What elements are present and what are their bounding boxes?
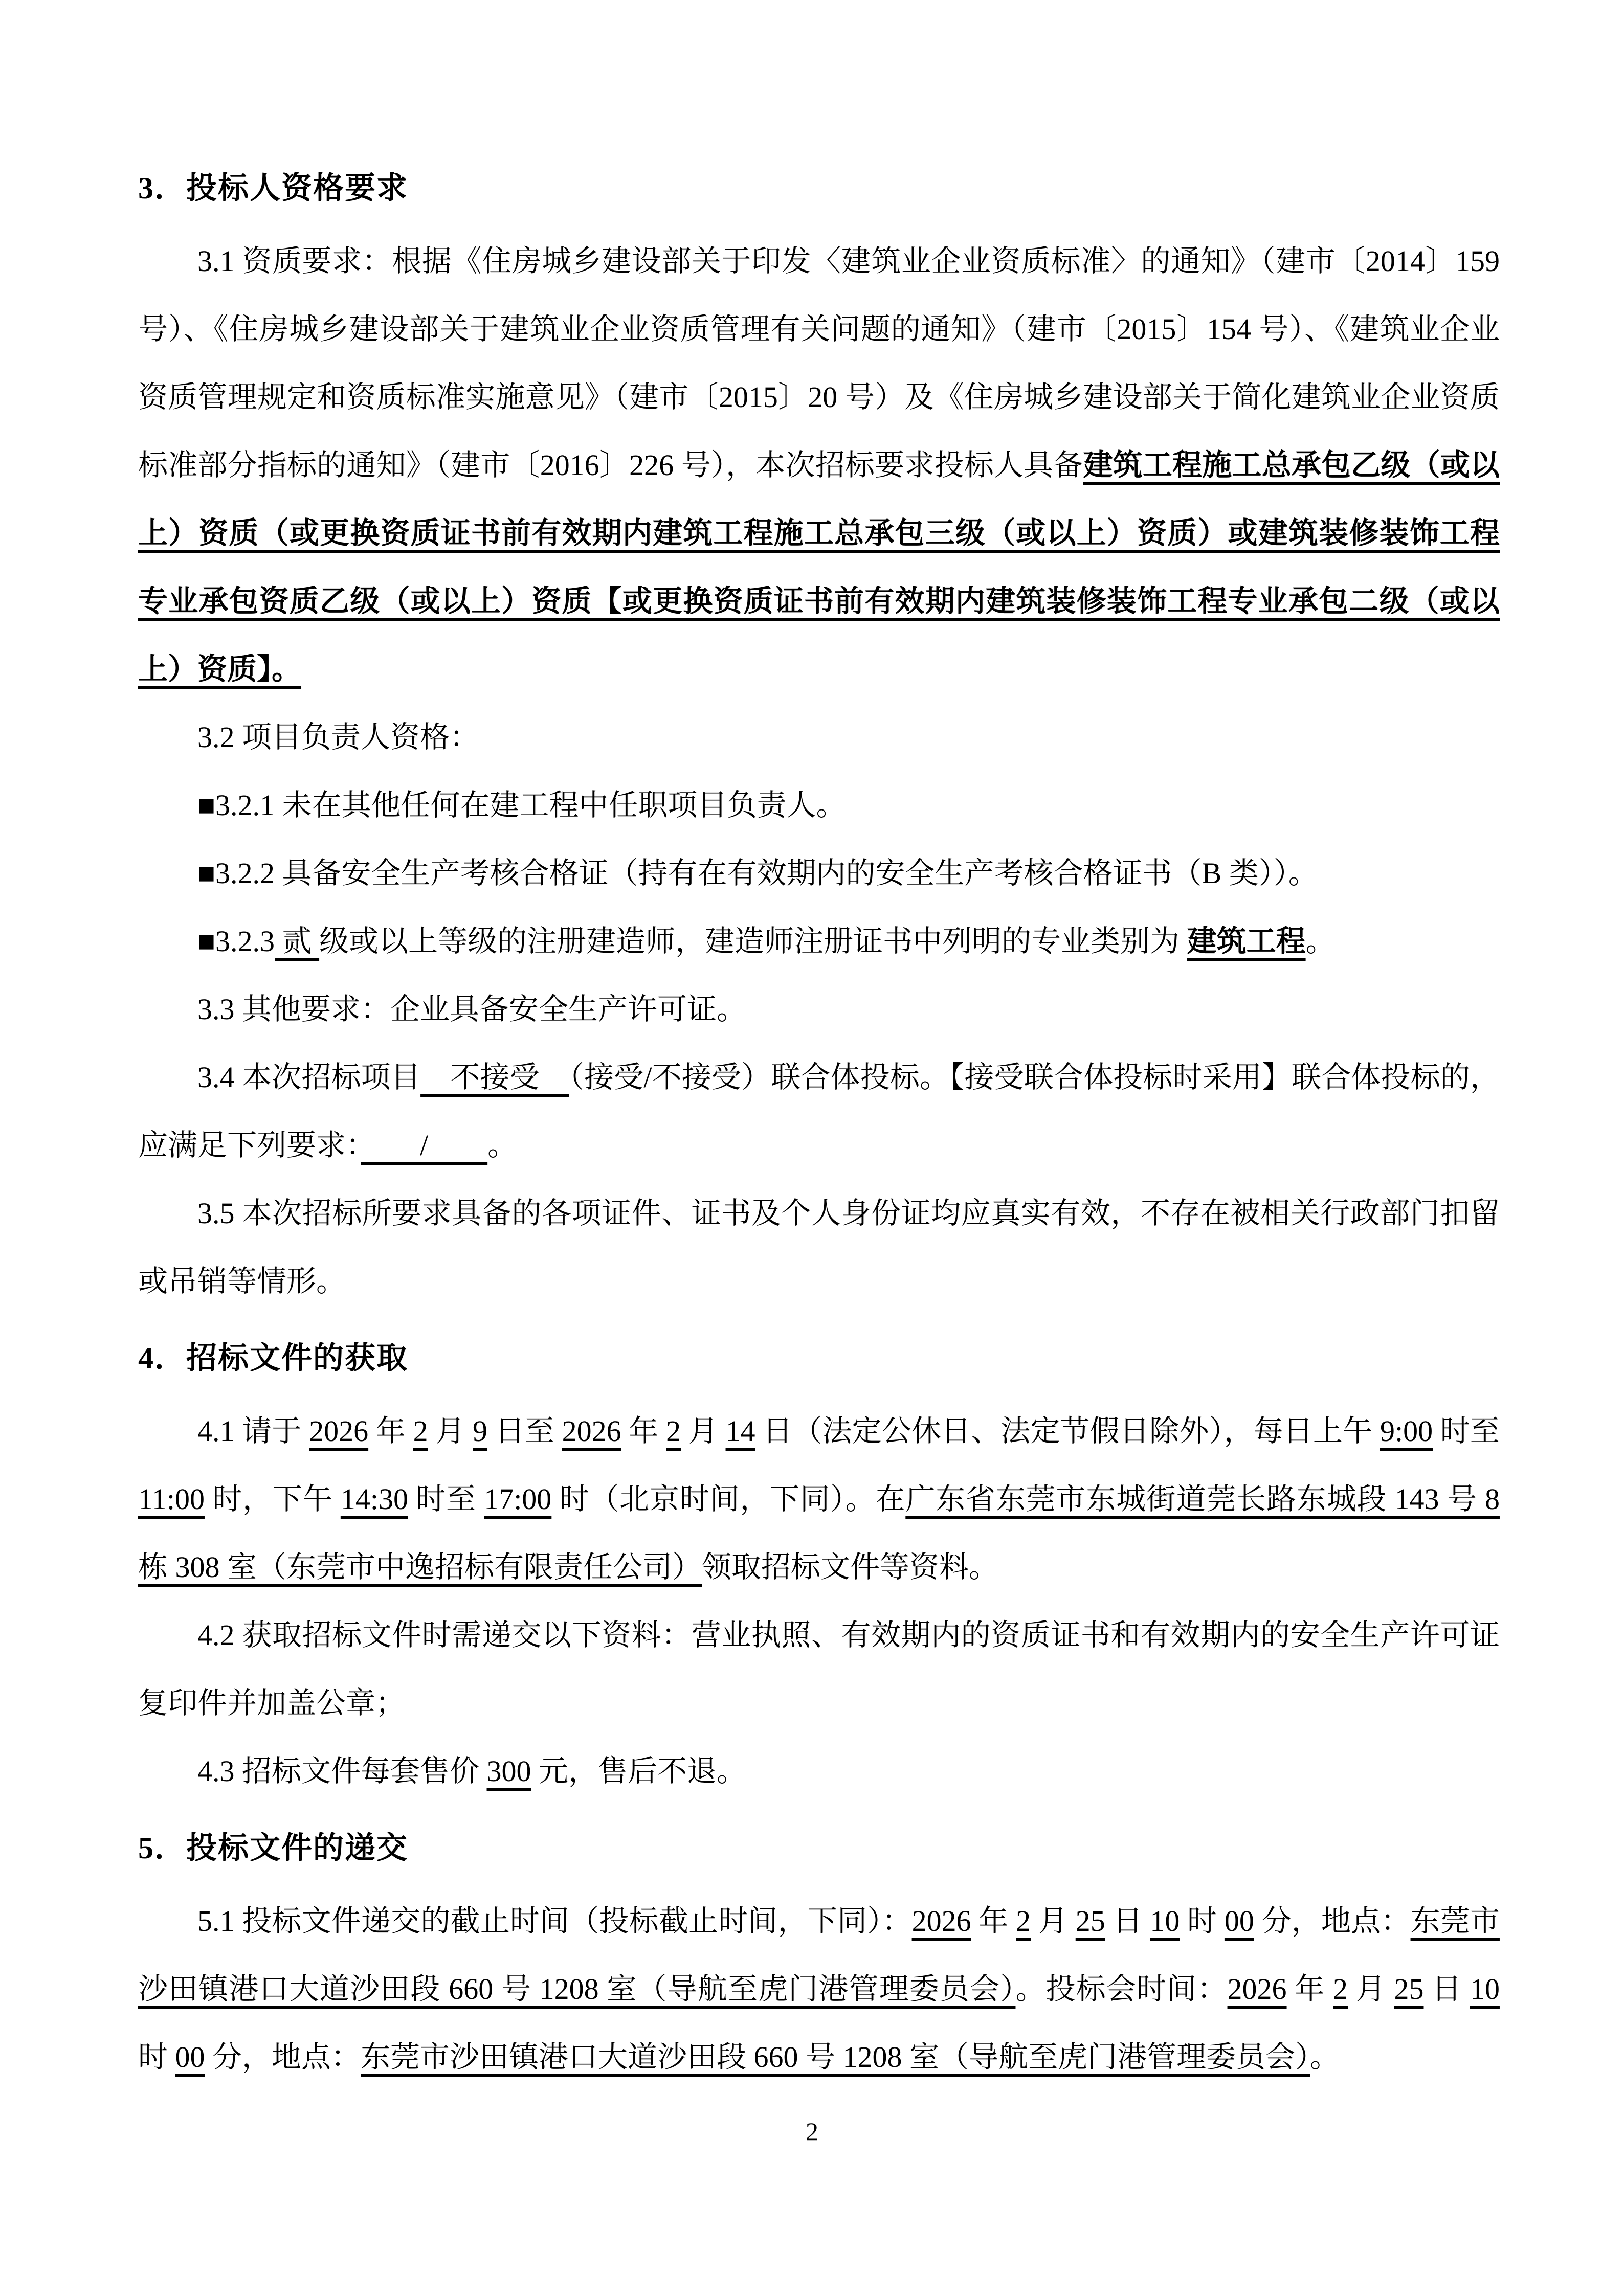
text-run: ■3.2.2 具备安全生产考核合格证（持有在有效期内的安全生产考核合格证书（B 类））。 — [197, 857, 1318, 890]
text-run: 4.1 请于 — [197, 1414, 309, 1448]
text-run-underline: 2026 — [562, 1414, 621, 1448]
text-run: 5.1 投标文件递交的截止时间（投标截止时间，下同）： — [197, 1904, 912, 1938]
text-run: 时 — [138, 2040, 175, 2074]
text-run: （接受/不接受）联合体投标。【接受联合体投标时采用】联合体投标的，应满足下列要求： — [138, 1061, 1500, 1162]
section-4-heading: 4．招标文件的获取 — [138, 1341, 408, 1375]
text-run: 3.3 其他要求：企业具备安全生产许可证。 — [197, 993, 747, 1026]
text-run-underline: 贰 — [275, 925, 320, 958]
text-run: 。投标会时间： — [1015, 1972, 1228, 2006]
text-run: 3.5 本次招标所要求具备的各项证件、证书及个人身份证均应真实有效，不存在被相关行政部门扣留或吊销等情形。 — [138, 1197, 1500, 1298]
text-run-underline: / — [361, 1129, 488, 1162]
text-run: ■3.2.1 未在其他任何在建工程中任职项目负责人。 — [197, 789, 846, 822]
text-run: 元，售后不退。 — [531, 1754, 747, 1788]
text-run-underline: 10 — [1470, 1972, 1500, 2006]
text-run: 3.4 本次招标项目 — [197, 1061, 421, 1094]
text-run-underline: 25 — [1394, 1972, 1424, 2006]
text-run: 年 — [621, 1414, 666, 1448]
text-run-underline: 2026 — [1227, 1972, 1287, 2006]
text-run: 级或以上等级的注册建造师，建造师注册证书中列明的专业类别为 — [319, 925, 1187, 958]
text-run-underline: 2 — [413, 1414, 428, 1448]
text-run-underline: 2026 — [911, 1904, 971, 1938]
text-run: 月 — [1348, 1972, 1394, 2006]
text-run-underline: 2 — [1016, 1904, 1031, 1938]
para-4-1 — [138, 1397, 1500, 1601]
para-3-5 — [138, 1179, 1500, 1315]
text-run-underline: 9 — [473, 1414, 488, 1448]
text-run-underline: 14:30 — [340, 1482, 408, 1516]
text-run: 时至 — [408, 1482, 484, 1516]
text-run-underline: 00 — [1224, 1904, 1254, 1938]
text-run: 4.3 招标文件每套售价 — [197, 1754, 487, 1788]
section-5-heading: 5．投标文件的递交 — [138, 1831, 408, 1865]
text-run-underline: 2 — [1333, 1972, 1348, 2006]
text-run: 4.2 获取招标文件时需递交以下资料：营业执照、有效期内的资质证书和有效期内的安全生产许可证复印件并加盖公章； — [138, 1618, 1500, 1720]
para-3-3 — [138, 975, 1500, 1043]
text-run-underline: 10 — [1150, 1904, 1180, 1938]
text-run: 领取招标文件等资料。 — [702, 1550, 999, 1584]
para-3-2-3 — [138, 907, 1500, 975]
text-run-underline: 11:00 — [138, 1482, 205, 1516]
text-run: 分，地点： — [205, 2040, 361, 2074]
text-run: 时 — [1180, 1904, 1225, 1938]
text-run-underline: 东莞市沙田镇港口大道沙田段 660 号 1208 室（导航至虎门港管理委员会） — [138, 1904, 1500, 2006]
text-run-underline: 不接受 — [420, 1061, 569, 1094]
document-content — [138, 154, 1500, 2091]
text-run: 日 — [1423, 1972, 1470, 2006]
text-run: 日（法定公休日、法定节假日除外），每日上午 — [755, 1414, 1380, 1448]
para-4-2 — [138, 1601, 1500, 1737]
para-3-2-2 — [138, 839, 1500, 907]
text-run-underline: 广东省东莞市东城街道莞长路东城段 143 号 8 栋 308 室（东莞市中逸招标有限责任公司） — [138, 1482, 1500, 1584]
text-run-bold-underline: 建筑工程 — [1187, 925, 1306, 958]
text-run-underline: 2 — [666, 1414, 681, 1448]
para-5-1 — [138, 1887, 1500, 2091]
text-run: 月 — [1031, 1904, 1076, 1938]
section-3-heading: 3．投标人资格要求 — [138, 171, 408, 205]
text-run: 。 — [1305, 925, 1336, 958]
text-run: 月 — [428, 1414, 473, 1448]
text-run-underline: 东莞市沙田镇港口大道沙田段 660 号 1208 室（导航至虎门港管理委员会） — [361, 2040, 1310, 2074]
text-run: 。 — [1310, 2040, 1340, 2074]
text-run-underline: 9:00 — [1380, 1414, 1433, 1448]
para-3-2 — [138, 703, 1500, 771]
para-3-4 — [138, 1043, 1500, 1179]
text-run: 分，地点： — [1254, 1904, 1411, 1938]
text-run-underline: 25 — [1075, 1904, 1105, 1938]
text-run: 年 — [1286, 1972, 1333, 2006]
text-run: 年 — [368, 1414, 413, 1448]
text-run-underline: 00 — [175, 2040, 205, 2074]
text-run-underline: 300 — [486, 1754, 531, 1788]
text-run: 年 — [971, 1904, 1016, 1938]
text-run: 日 — [1105, 1904, 1150, 1938]
text-run-underline: 2026 — [309, 1414, 369, 1448]
text-run: ■3.2.3 — [197, 925, 275, 958]
text-run-underline: 17:00 — [484, 1482, 552, 1516]
text-run: 时（北京时间，下同）。在 — [551, 1482, 906, 1516]
para-4-3 — [138, 1737, 1500, 1805]
para-3-2-1 — [138, 771, 1500, 839]
text-run-underline: 14 — [725, 1414, 755, 1448]
text-run: 3.1 资质要求：根据《住房城乡建设部关于印发〈建筑业企业资质标准〉的通知》（建市〔2014〕159 号）、《住房城乡建设部关于建筑业企业资质管理有关问题的通知》（建市〔2015〕154 号）、《建筑业企业资质管理规定和资质标准实施意见》（建市〔2015〕20 号）及《住房城乡建设部关于简化建筑业企业资质标准部分指标的通知》（建市〔2016〕226 号），本次招标要求投标人具备 — [138, 244, 1500, 482]
text-run-bold-underline: 建筑工程施工总承包乙级（或以上）资质（或更换资质证书前有效期内建筑工程施工总承包三级（或以上）资质）或建筑装修装饰工程专业承包资质乙级（或以上）资质【或更换资质证书前有效期内建筑装修装饰工程专业承包二级（或以上）资质】。 — [138, 448, 1500, 686]
text-run: 。 — [487, 1129, 518, 1162]
text-run: 时至 — [1433, 1414, 1500, 1448]
text-run: 日至 — [487, 1414, 562, 1448]
page-number: 2 — [806, 2117, 818, 2146]
para-3-1 — [138, 227, 1500, 703]
text-run: 月 — [681, 1414, 726, 1448]
text-run: 3.2 项目负责人资格： — [197, 721, 480, 754]
text-run: 时，下午 — [204, 1482, 341, 1516]
